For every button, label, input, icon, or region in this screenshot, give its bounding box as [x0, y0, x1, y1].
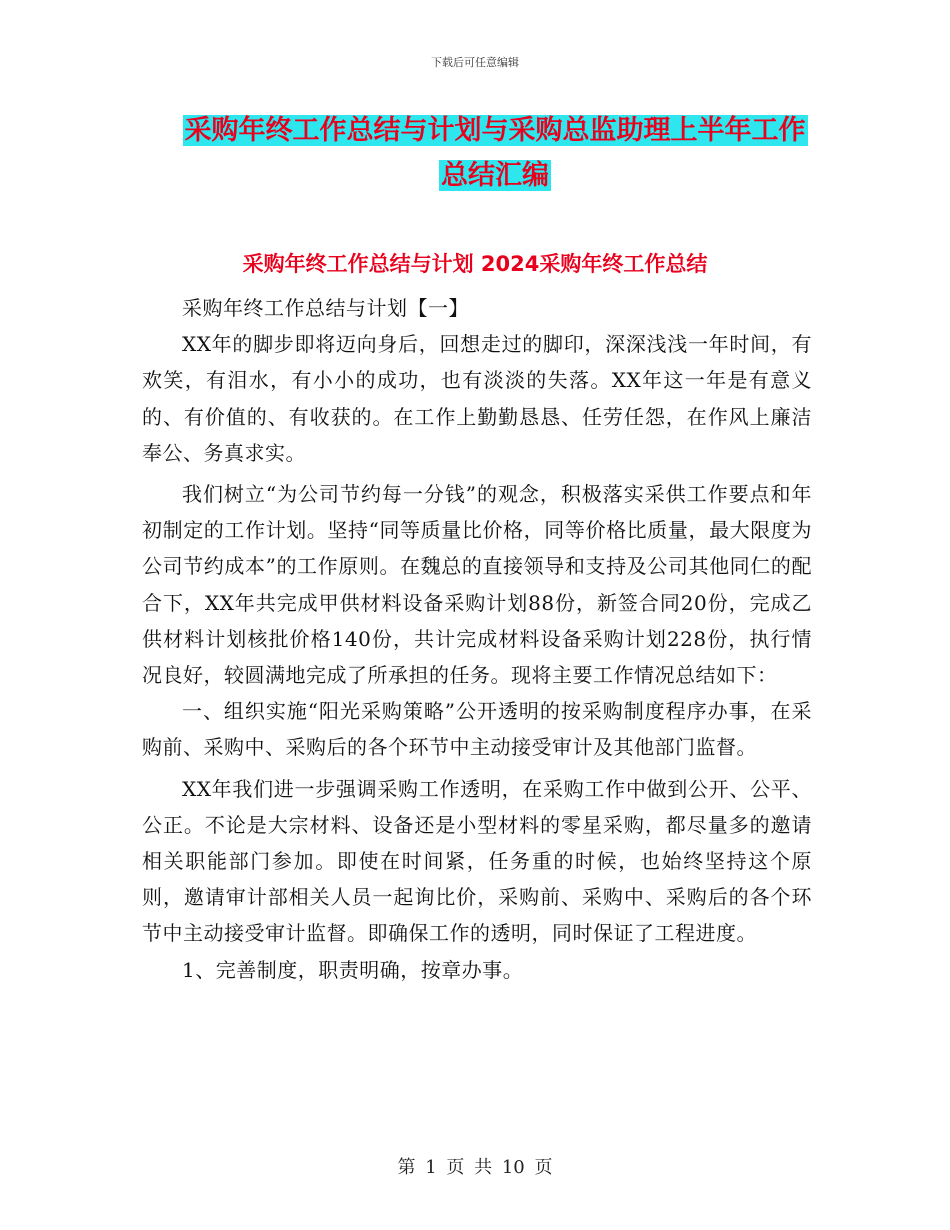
paragraph: 我们树立“为公司节约每一分钱”的观念，积极落实采供工作要点和年初制定的工作计划。坚持“同等质量比价格，同等价格比质量，最大限度为公司节约成本”的工作原则。在魏总的直接领导和支持及公司其他同仁的配合下，XX年共完成甲供材料设备采购计划88份，新签合同20份，完成乙供材料计划核批价格140份，共计完成材料设备采购计划228份，执行情况良好，较圆满地完成了所承担的任务。现将主要工作情况总结如下：	[142, 482, 812, 688]
page-footer: 第 1 页 共 10 页	[397, 1157, 553, 1178]
header-note: 下载后可任意编辑	[431, 56, 519, 69]
section-title: 采购年终工作总结与计划 2024采购年终工作总结	[242, 252, 708, 276]
paragraph: 一、组织实施“阳光采购策略”公开透明的按采购制度程序办事，在采购前、采购中、采购后的各个环节中主动接受审计及其他部门监督。	[142, 699, 812, 760]
document-title-line-2: 总结汇编	[441, 160, 549, 191]
paragraph: XX年的脚步即将迈向身后，回想走过的脚印，深深浅浅一年时间，有欢笑，有泪水，有小小的成功，也有淡淡的失落。XX年这一年是有意义的、有价值的、有收获的。在工作上勤勤恳恳、任劳任怨，在作风上廉洁奉公、务真求实。	[142, 332, 812, 465]
body-text	[142, 290, 812, 988]
document-title-line-1: 采购年终工作总结与计划与采购总监助理上半年工作	[184, 115, 806, 146]
document-title	[140, 108, 850, 198]
paragraph: XX年我们进一步强调采购工作透明，在采购工作中做到公开、公平、公正。不论是大宗材料、设备还是小型材料的零星采购，都尽量多的邀请相关职能部门参加。即使在时间紧，任务重的时候，也始终坚持这个原则，邀请审计部相关人员一起询比价，采购前、采购中、采购后的各个环节中主动接受审计监督。即确保工作的透明，同时保证了工程进度。	[142, 776, 812, 946]
paragraph: 采购年终工作总结与计划【一】	[182, 296, 469, 320]
paragraph: 1、完善制度，职责明确，按章办事。	[182, 957, 524, 982]
